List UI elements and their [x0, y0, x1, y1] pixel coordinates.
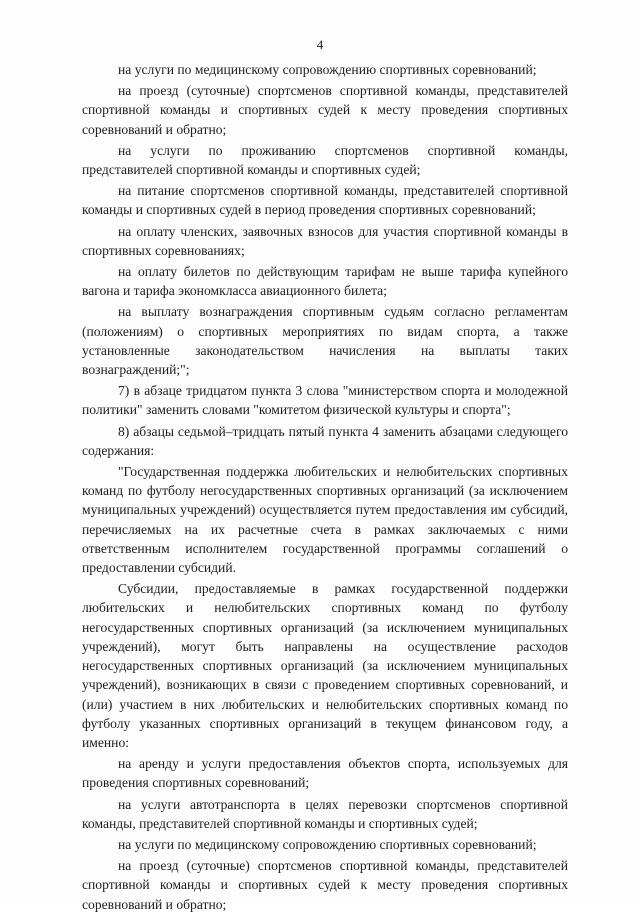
paragraph: 7) в абзаце тридцатом пункта 3 слова "министерством спорта и молодежной политики" заменить словами "комитетом физической культуры и спорта"; — [82, 383, 568, 418]
paragraph: на выплату вознаграждения спортивным судьям согласно регламентам (положениям) о спортивных мероприятиях по видам спорта, а также установленные законодательством начисления на выплаты таких вознаграждений;"; — [82, 304, 568, 378]
paragraph: на услуги по проживанию спортсменов спортивной команды, представителей спортивной команды и спортивных судей; — [82, 142, 568, 178]
page-number: 4 — [316, 37, 324, 52]
paragraph: на услуги автотранспорта в целях перевозки спортсменов спортивной команды, представителей спортивной команды и спортивных судей; — [82, 796, 568, 831]
paragraph: на услуги по медицинскому сопровождению спортивных соревнований; — [118, 62, 537, 77]
paragraph: на оплату билетов по действующим тарифам не выше тарифа купейного вагона и тарифа экономкласса авиационного билета; — [82, 264, 568, 299]
paragraph: на оплату членских, заявочных взносов для участия спортивной команды в спортивных соревнованиях; — [82, 223, 568, 258]
paragraph: "Государственная поддержка любительских и нелюбительских спортивных команд по футболу негосударственных спортивных организаций (за исключением муниципальных учреждений) осуществляется путем предоставления им субсидий, перечисляемых на их расчетные счета в рамках заключаемых с ними ответственным исполнителем государственной программы соглашений о предоставлении субсидий. — [82, 464, 568, 576]
paragraph: на аренду и услуги предоставления объектов спорта, используемых для проведения спортивных соревнований; — [82, 756, 568, 791]
paragraph: на проезд (суточные) спортсменов спортивной команды, представителей спортивной команды и спортивных судей к месту проведения спортивных соревнований и обратно; — [82, 83, 568, 137]
document-body — [82, 60, 568, 916]
paragraph: на питание спортсменов спортивной команды, представителей спортивной команды и спортивных судей в период проведения спортивных соревнований; — [82, 183, 568, 218]
paragraph: на проезд (суточные) спортсменов спортивной команды, представителей спортивной команды и спортивных судей к месту проведения спортивных соревнований и обратно; — [82, 858, 568, 912]
paragraph: 8) абзацы седьмой–тридцать пятый пункта 4 заменить абзацами следующего содержания: — [82, 423, 568, 458]
paragraph: Субсидии, предоставляемые в рамках государственной поддержки любительских и нелюбительских спортивных команд по футболу негосударственных спортивных организаций (за исключением муниципальных учреждений), могут быть направлены на осуществление расходов негосударственных спортивных организаций (за исключением муниципальных учреждений), возникающих в связи с проведением спортивных соревнований, и (или) участием в них любительских и нелюбительских спортивных команд по футболу указанных спортивных организаций в текущем финансовом году, а именно: — [82, 581, 568, 750]
paragraph: на услуги по медицинскому сопровождению спортивных соревнований; — [118, 836, 537, 852]
